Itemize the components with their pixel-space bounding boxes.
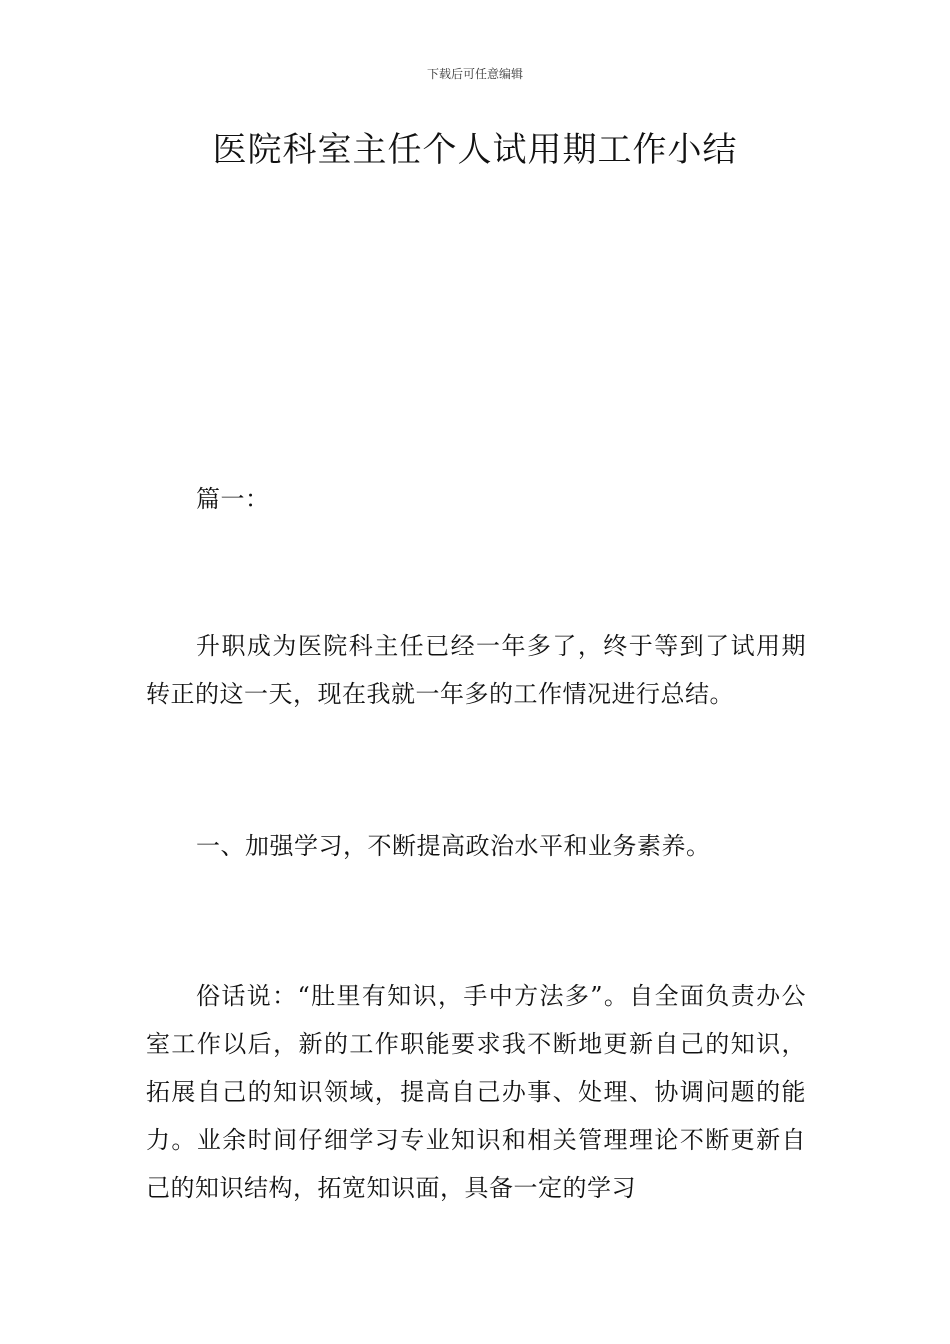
body-paragraph: 俗话说：“肚里有知识，手中方法多”。自全面负责办公室工作以后，新的工作职能要求我不断地更新自己的知识，拓展自己的知识领域，提高自己办事、处理、协调问题的能力。业余时间仔细学习专业知识和相关管理理论不断更新自己的知识结构，拓宽知识面，具备一定的学习 <box>146 982 806 1202</box>
section-heading: 一、加强学习，不断提高政治水平和业务素养。 <box>196 832 711 860</box>
document-title: 医院科室主任个人试用期工作小结 <box>212 130 738 170</box>
intro-paragraph: 升职成为医院科主任已经一年多了，终于等到了试用期转正的这一天，现在我就一年多的工作情况进行总结。 <box>146 632 806 708</box>
section-label: 篇一： <box>196 485 270 513</box>
header-note: 下载后可任意编辑 <box>426 67 523 81</box>
